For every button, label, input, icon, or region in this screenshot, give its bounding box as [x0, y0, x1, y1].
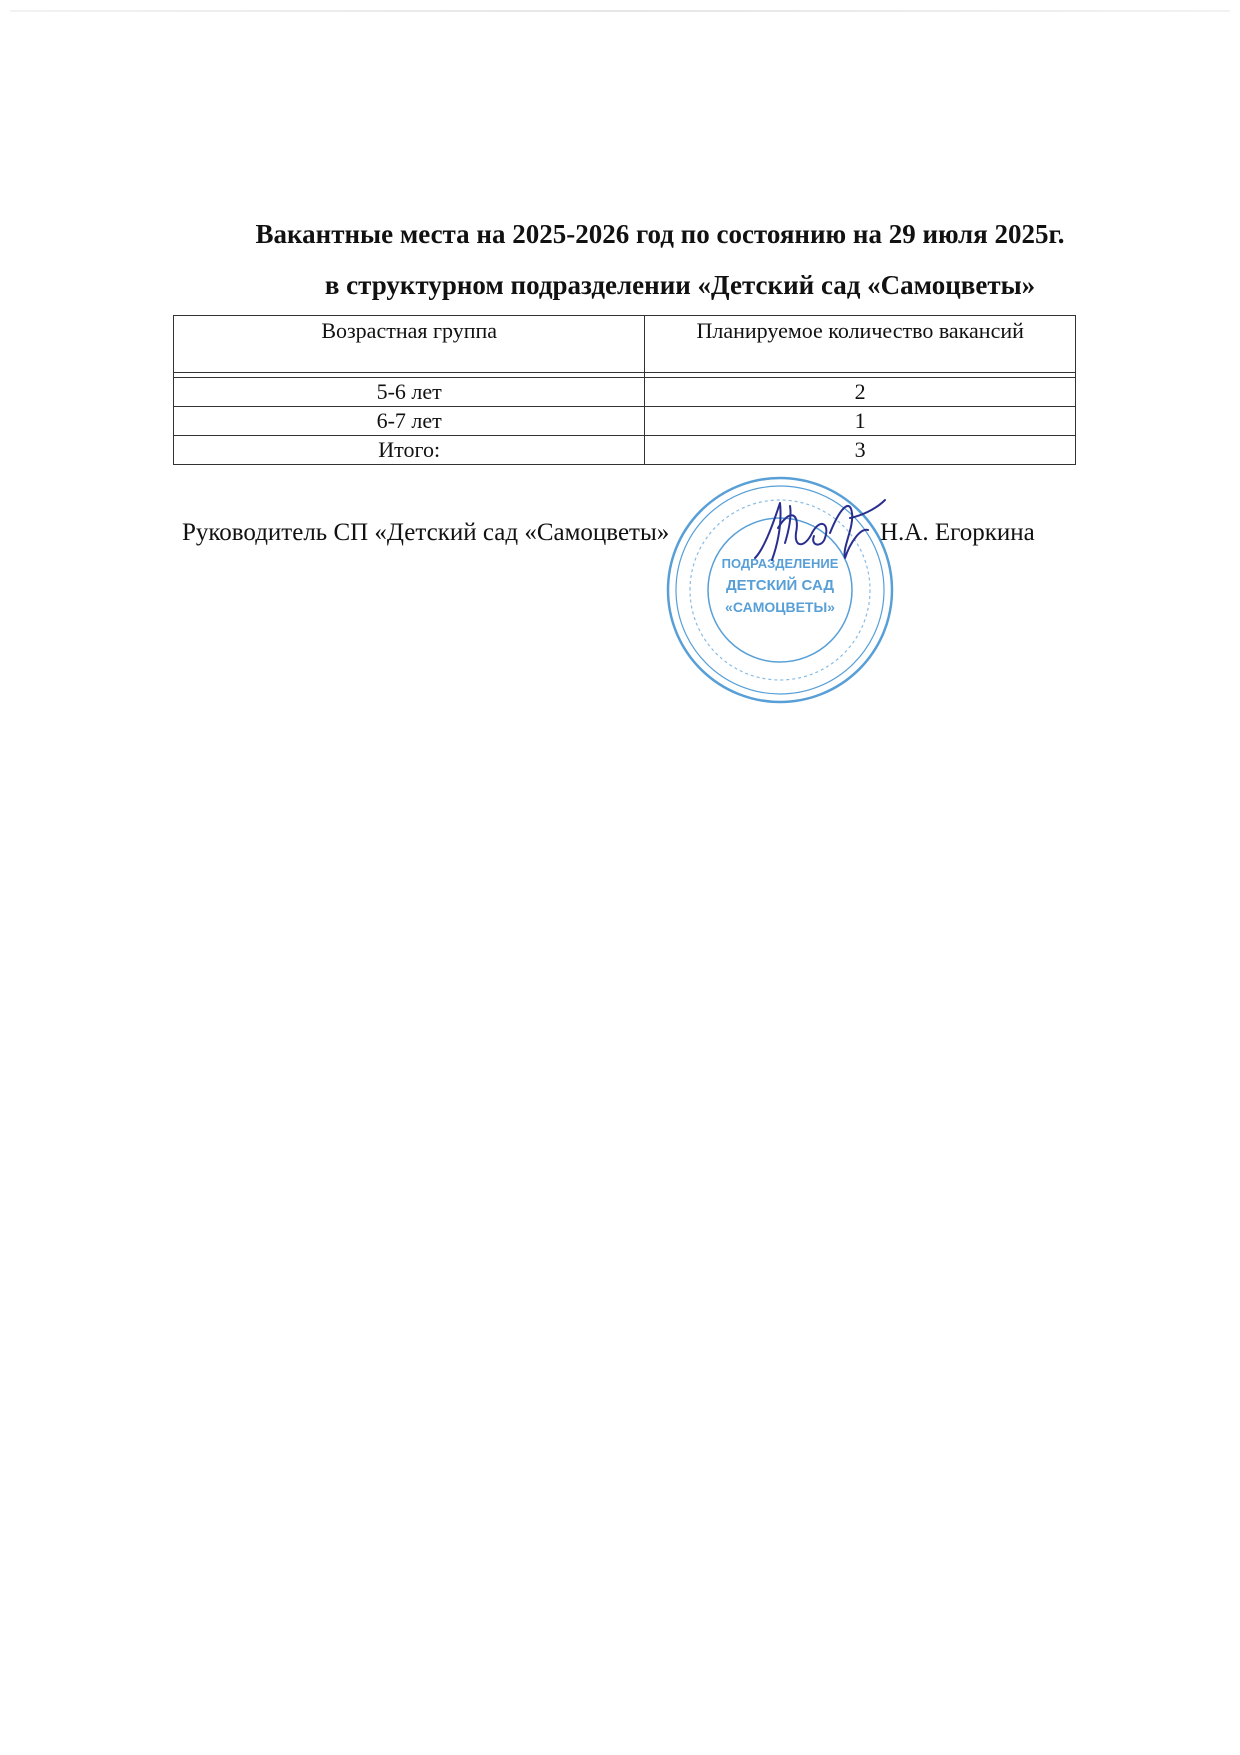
handwritten-signature: [750, 488, 890, 578]
cell-age-group: 6-7 лет: [174, 407, 645, 436]
stamp-text-line-1: ПОДРАЗДЕЛЕНИЕ: [721, 556, 839, 571]
document-subtitle: в структурном подразделении «Детский сад «Самоцветы»: [324, 270, 1036, 300]
signer-name: Н.А. Егоркина: [880, 519, 1035, 546]
cell-vacancy-count: 2: [645, 378, 1076, 407]
cell-total-label: Итого:: [174, 436, 645, 465]
table-row: [174, 378, 1076, 407]
header-age-group: Возрастная группа: [174, 316, 645, 373]
vacancies-table: [173, 315, 1076, 465]
scan-edge: [10, 10, 1230, 12]
header-planned-vacancies: Планируемое количество вакансий: [645, 316, 1076, 373]
cell-total-count: 3: [645, 436, 1076, 465]
signer-position: Руководитель СП «Детский сад «Самоцветы»: [182, 519, 670, 546]
stamp-text-line-2: ДЕТСКИЙ САД: [725, 577, 835, 594]
cell-age-group: 5-6 лет: [174, 378, 645, 407]
table-total-row: [174, 436, 1076, 465]
table-row: [174, 407, 1076, 436]
cell-vacancy-count: 1: [645, 407, 1076, 436]
document-title: Вакантные места на 2025-2026 год по состоянию на 29 июля 2025г.: [255, 219, 1065, 249]
table-header-row: [174, 316, 1076, 373]
stamp-text-line-3: «САМОЦВЕТЫ»: [725, 599, 835, 615]
